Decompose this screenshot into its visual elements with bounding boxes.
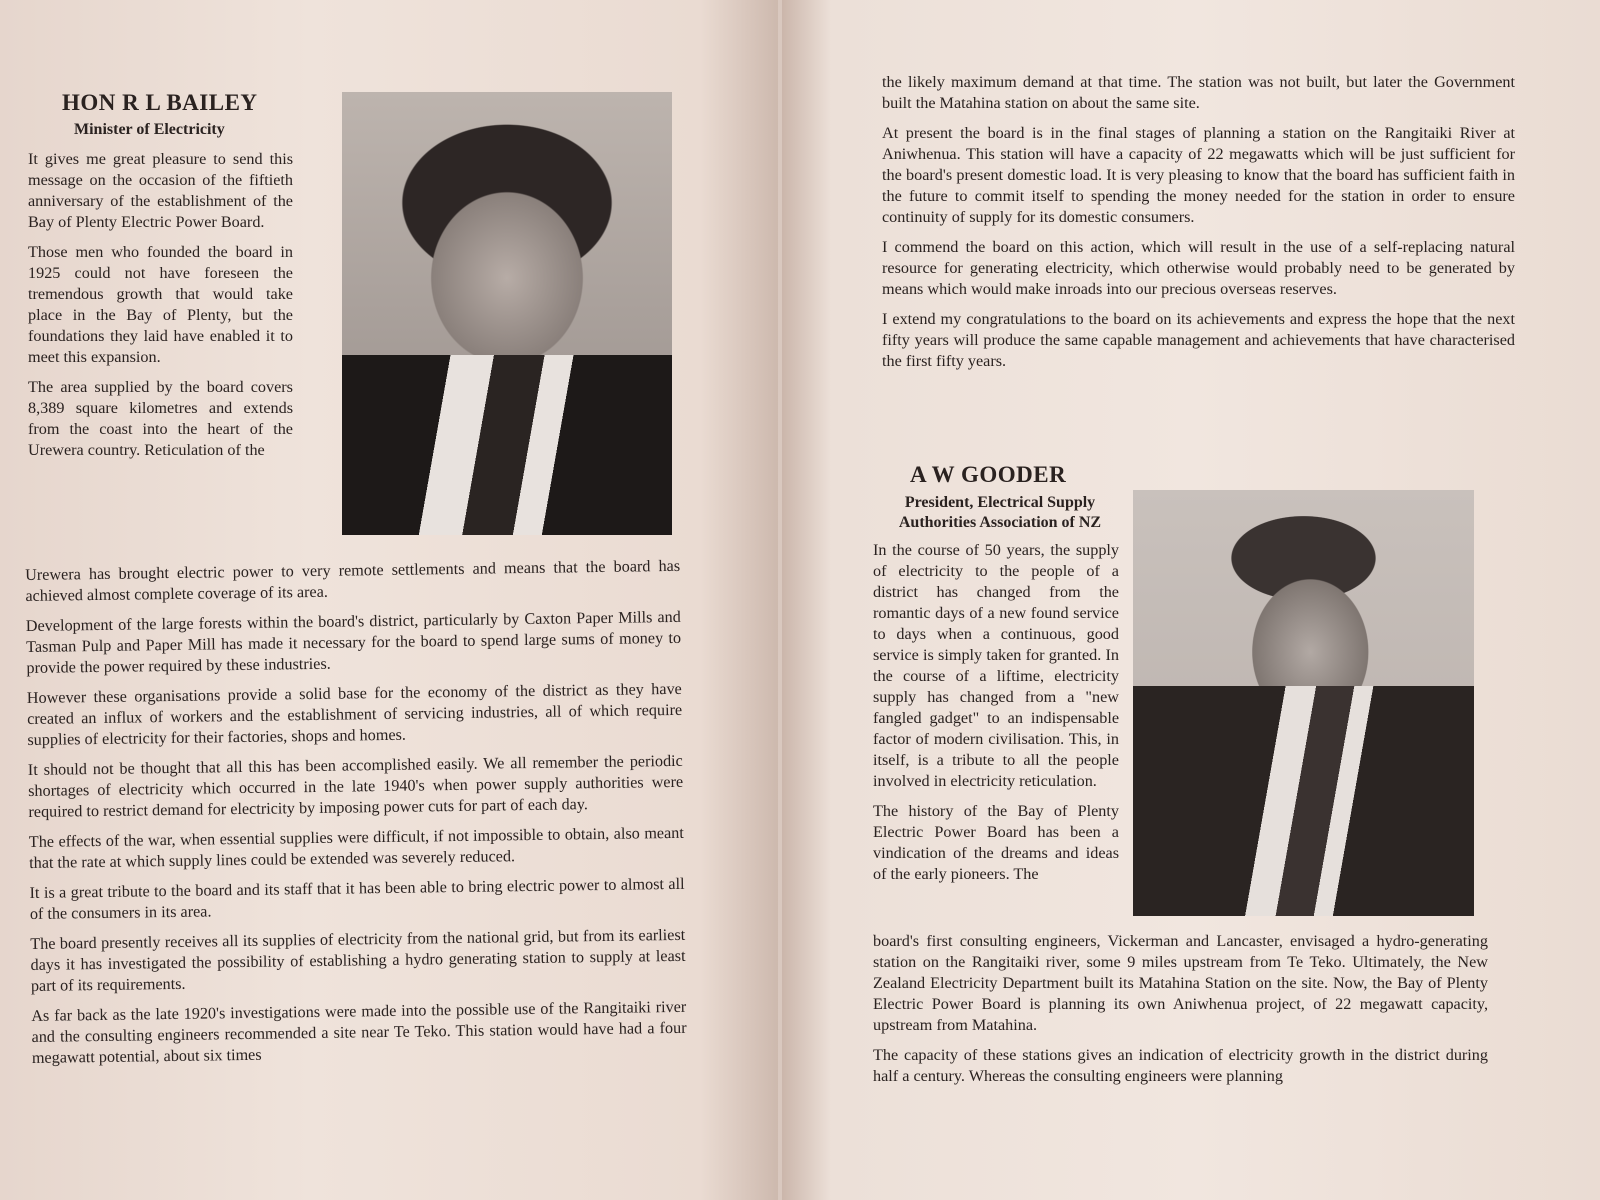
paragraph: However these organisations provide a solid base for the economy of the district as they have created an influx of workers and the establishment of servicing industries, all of which require supplies of electricity for their factories, shops and homes. — [26, 679, 683, 749]
paragraph: It should not be thought that all this has been accomplished easily. We all remember the periodic shortages of electricity which occurred in the late 1940's when power supply authorities were required to restrict demand for electricity by imposing power cuts for part of each day. — [27, 751, 684, 821]
right-page — [782, 0, 1600, 1200]
paragraph: Urewera has brought electric power to very remote settlements and means that the board has achieved almost complete coverage of its area. — [25, 556, 681, 605]
paragraph: Those men who founded the board in 1925 could not have foreseen the tremendous growth that would take place in the Bay of Plenty, but the foundations they laid have enabled it to meet this expansion. — [28, 243, 293, 366]
bailey-narrow-column — [28, 149, 293, 461]
bailey-wide-column — [25, 556, 687, 1078]
paragraph: I extend my congratulations to the board on its achievements and express the hope that the next fifty years will produce the same capable management and achievements that have characterised the first fifty years. — [882, 310, 1515, 370]
paragraph: In the course of 50 years, the supply of electricity to the people of a district has changed from the romantic days of a new found service to days when a continuous, good service is simply taken for granted. In the course of a liftime, electricity supply has changed from a "new fangled gadget" to an indispensable factor of modern civilisation. This, in itself, is a tribute to all the people involved in electricity reticulation. — [873, 541, 1119, 790]
heading-bailey: HON R L BAILEY — [62, 90, 258, 115]
gooder-narrow-column — [873, 540, 1119, 885]
paragraph: It gives me great pleasure to send this message on the occasion of the fiftieth anniversary of the establishment of the Bay of Plenty Electric Power Board. — [28, 150, 293, 231]
portrait-bailey — [342, 92, 672, 535]
subheading-bailey: Minister of Electricity — [74, 121, 225, 138]
subheading-gooder — [880, 493, 1120, 533]
paragraph: The history of the Bay of Plenty Electric Power Board has been a vindication of the dreams and ideas of the early pioneers. The — [873, 802, 1119, 883]
paragraph: It is a great tribute to the board and its staff that it has been able to bring electric power to almost all of the consumers in its area. — [29, 874, 685, 923]
bailey-continued — [882, 72, 1515, 381]
subheading-line: President, Electrical Supply — [904, 494, 1096, 511]
subheading-line: Authorities Association of NZ — [898, 514, 1102, 531]
paragraph: The area supplied by the board covers 8,389 square kilometres and extends from the coast into the heart of the Urewera country. Reticulation of the — [28, 378, 293, 459]
paragraph: I commend the board on this action, which will result in the use of a self-replacing natural resource for generating electricity, which otherwise would probably need to be generated by means which would make inroads into our precious overseas reserves. — [882, 238, 1515, 298]
paragraph: The effects of the war, when essential supplies were difficult, if not impossible to obtain, also meant that the rate at which supply lines could be extended was severely reduced. — [28, 823, 684, 872]
paragraph: The board presently receives all its supplies of electricity from the national grid, but from its earliest days it has investigated the possibility of establishing a hydro generating station to supply at least part of its requirements. — [30, 925, 686, 995]
paragraph: As far back as the late 1920's investigations were made into the possible use of the Rangitaiki river and the consulting engineers recommended a site near Te Teko. This station would have had a four megawatt potential, about six times — [31, 997, 687, 1067]
paragraph: The capacity of these stations gives an indication of electricity growth in the district during half a century. Whereas the consulting engineers were planning — [873, 1046, 1488, 1085]
paragraph: board's first consulting engineers, Vickerman and Lancaster, envisaged a hydro-generating station on the Rangitaiki river, some 9 miles upstream from Te Teko. Ultimately, the New Zealand Electricity Department built its Matahina Station on the site. Now, the Bay of Plenty Electric Power Board is planning its own Aniwhenua project, of 22 megawatt capacity, upstream from Matahina. — [873, 932, 1488, 1034]
paragraph: the likely maximum demand at that time. The station was not built, but later the Government built the Matahina station on about the same site. — [882, 73, 1515, 112]
portrait-gooder — [1133, 490, 1474, 916]
gooder-wide-column — [873, 931, 1488, 1096]
heading-gooder: A W GOODER — [910, 462, 1067, 487]
left-page — [0, 0, 778, 1200]
paragraph: At present the board is in the final stages of planning a station on the Rangitaiki River at Aniwhenua. This station will have a capacity of 22 megawatts which will be just sufficient for the board's present domestic load. It is very pleasing to know that the board has sufficient faith in the future to commit itself to spending the money needed for the station in order to ensure continuity of supply for its domestic consumers. — [882, 124, 1515, 226]
paragraph: Development of the large forests within the board's district, particularly by Caxton Paper Mills and Tasman Pulp and Paper Mill has made it necessary for the board to spend large sums of money to provide the power required by these industries. — [25, 607, 682, 677]
